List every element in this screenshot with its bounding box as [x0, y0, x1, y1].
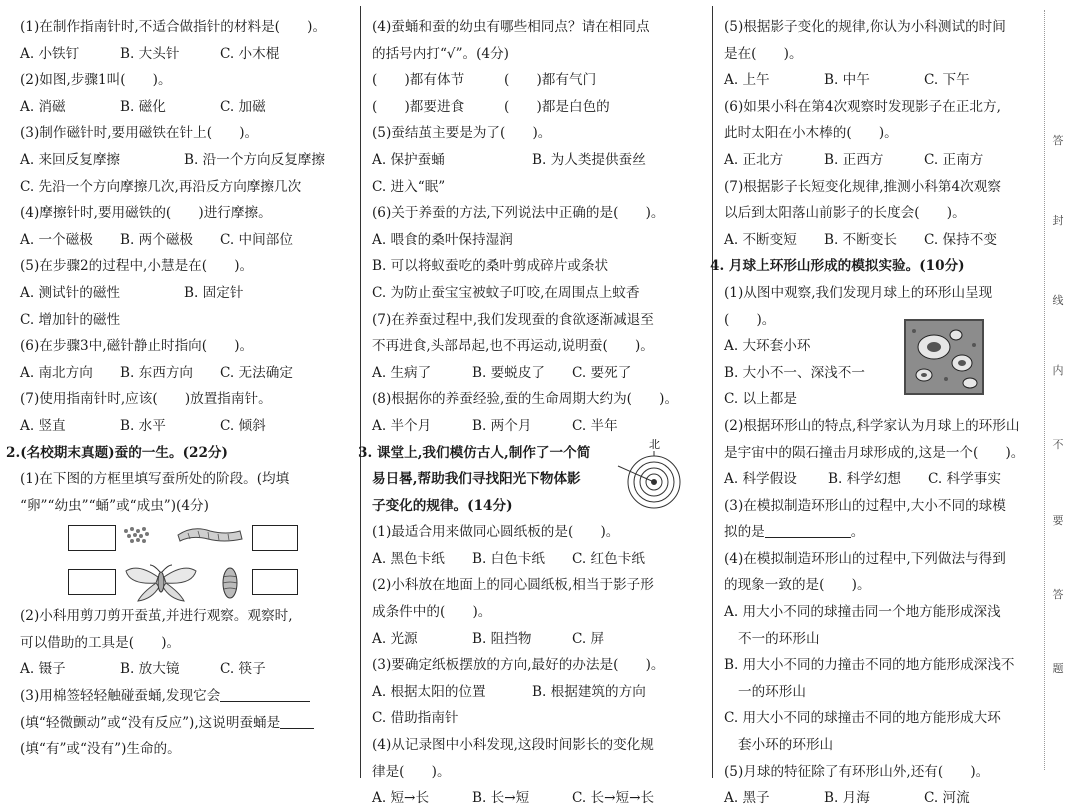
q3-4-options	[372, 785, 698, 812]
q4-1-line1: (1)从图中观察,我们发现月球上的环形山呈现	[724, 284, 993, 301]
margin-char: 答	[1052, 588, 1064, 601]
q3-1-options	[372, 546, 698, 573]
margin-char: 不	[1052, 438, 1064, 451]
q4-1-option-c: C. 以上都是	[724, 391, 797, 408]
option-c: C. 中间部位	[220, 231, 293, 248]
option-a: A. 黑子	[724, 790, 770, 807]
option-b: B. 长→短	[472, 790, 530, 807]
q2-6-option-b: B. 可以将蚁蚕吃的桑叶剪成碎片或条状	[372, 258, 609, 275]
option-a: A. 短→长	[372, 790, 430, 807]
option-a: A. 竖直	[20, 417, 66, 434]
silkworm-lifecycle-figure	[20, 519, 350, 603]
q2-6-option-a: A. 喂食的桑叶保持湿润	[372, 231, 513, 248]
option-a: A. 南北方向	[20, 364, 93, 381]
q3-7-line1: (7)根据影子长短变化规律,推测小科第4次观察	[724, 178, 1001, 195]
column-divider-1	[360, 6, 361, 778]
q2-6: (6)关于养蚕的方法,下列说法中正确的是( )。	[372, 205, 665, 222]
larva-drawing	[178, 529, 242, 541]
option-c: C. 屏	[572, 630, 605, 647]
north-label: 北	[649, 437, 660, 451]
q1-5-option-c: C. 增加针的磁性	[20, 311, 121, 328]
q3-3: (3)要确定纸板摆放的方向,最好的办法是( )。	[372, 657, 665, 674]
q4-4-option-b-cont: 一的环形山	[738, 683, 806, 700]
q4-2-line2: 是宇宙中的陨石撞击月球形成的,这是一个( )。	[724, 444, 1025, 461]
option-a: A. 光源	[372, 630, 418, 647]
option-b: B. 要蜕皮了	[472, 364, 546, 381]
q2-7-line2: 不再进食,头部昂起,也不再运动,说明蚕( )。	[372, 338, 654, 355]
q1-1: (1)在制作指南针时,不适合做指针的材料是( )。	[20, 19, 327, 35]
option-c: C. 半年	[572, 417, 618, 434]
option-b: B. 放大镜	[120, 661, 180, 678]
q3-2-line2: 成条件中的( )。	[372, 604, 492, 621]
option-a: A. 镊子	[20, 661, 66, 678]
q2-6-option-c: C. 为防止蚕宝宝被蚊子叮咬,在周围点上蚊香	[372, 284, 640, 301]
q3-3-option-c: C. 借助指南针	[372, 710, 459, 727]
option-b: B. 沿一个方向反复摩擦	[184, 151, 325, 168]
q2-4-line1: (4)蚕蛹和蚕的幼虫有哪些相同点？请在相同点	[372, 19, 650, 35]
q4-3-line2: 拟的是 。	[724, 519, 1040, 546]
q4-5-options	[724, 785, 1040, 812]
margin-char: 要	[1052, 514, 1064, 527]
column-2	[358, 14, 698, 812]
q4-1-block	[724, 307, 1040, 413]
option-c: C. 加磁	[220, 98, 266, 115]
option-b: B. 阻挡物	[472, 630, 532, 647]
q1-2: (2)如图,步骤1叫( )。	[20, 72, 172, 89]
option-c: C. 正南方	[924, 151, 984, 168]
q2-2-line2: 可以借助的工具是( )。	[20, 634, 181, 651]
q4-4-option-c-cont: 套小环的环形山	[738, 737, 834, 754]
column-1	[6, 14, 350, 763]
option-a: A. 测试针的磁性	[20, 284, 121, 301]
q4-4-option-c: C. 用大小不同的球撞击不同的地方能形成大环	[724, 710, 1001, 727]
q1-4: (4)摩擦针时,要用磁铁的( )进行摩擦。	[20, 205, 272, 222]
option-a: A. 生病了	[372, 364, 432, 381]
q4-1-option-a: A. 大环套小环	[724, 338, 811, 355]
lifecycle-drawings	[118, 519, 248, 603]
checkbox-eating[interactable]: ( )都要进食	[372, 98, 465, 115]
q4-4-option-a: A. 用大小不同的球撞击同一个地方能形成深浅	[724, 604, 1001, 621]
q1-5: (5)在步骤2的过程中,小慧是在( )。	[20, 258, 254, 275]
q3-title-line1: 3. 课堂上,我们模仿古人,制作了一个简	[358, 444, 591, 461]
option-c: C. 保持不变	[924, 231, 997, 248]
option-a: A. 上午	[724, 72, 770, 89]
answer-blank-2[interactable]	[280, 712, 314, 729]
q3-6-line1: (6)如果小科在第4次观察时发现影子在正北方,	[724, 98, 1001, 115]
q3-5-options	[724, 67, 1040, 94]
q2-5-option-c: C. 进入“眠”	[372, 178, 446, 195]
q1-5-options	[20, 280, 350, 307]
q2-5-options	[372, 147, 698, 174]
q2-3-line1: (3)用棉签轻轻触碰蚕蛹,发现它会	[20, 683, 350, 710]
q2-2-options	[20, 656, 350, 683]
option-c: C. 筷子	[220, 661, 266, 678]
option-b: B. 白色卡纸	[472, 550, 546, 567]
option-b: B. 科学幻想	[828, 471, 902, 488]
eggs-drawing	[124, 527, 149, 543]
option-a: A. 一个磁极	[20, 231, 93, 248]
q3-header	[358, 437, 698, 520]
q2-7-line1: (7)在养蚕过程中,我们发现蚕的食欲逐渐减退至	[372, 311, 654, 328]
option-a: A. 科学假设	[724, 471, 797, 488]
q2-3-line3: (填“有”或“没有”)生命的。	[20, 741, 181, 758]
q2-4-row2	[372, 94, 698, 121]
q4-2-line1: (2)根据环形山的特点,科学家认为月球上的环形山	[724, 417, 1020, 434]
pupa-drawing	[223, 568, 237, 598]
option-c: C. 长→短→长	[572, 790, 655, 807]
q1-2-options	[20, 94, 350, 121]
q1-3-option-c: C. 先沿一个方向摩擦几次,再沿反方向摩擦几次	[20, 178, 302, 195]
answer-box-1[interactable]	[68, 525, 116, 551]
shadow-line	[618, 466, 654, 482]
option-b: B. 中午	[824, 72, 870, 89]
option-b: B. 月海	[824, 790, 870, 807]
q4-4-option-b: B. 用大小不同的力撞击不同的地方能形成深浅不	[724, 657, 1015, 674]
sundial-figure	[616, 436, 696, 510]
q3-5-line2: 是在( )。	[724, 45, 803, 62]
q1-6-options	[20, 360, 350, 387]
option-c: C. 要死了	[572, 364, 632, 381]
option-b: B. 东西方向	[120, 364, 194, 381]
column-3	[710, 14, 1040, 812]
q3-7-options	[724, 227, 1040, 254]
q1-6: (6)在步骤3中,磁针静止时指向( )。	[20, 338, 254, 355]
option-c: C. 红色卡纸	[572, 550, 645, 567]
q2-1-line2: “卵”“幼虫”“蛹”或“成虫”)(4分)	[20, 497, 209, 514]
q4-1-option-b: B. 大小不一、深浅不一	[724, 364, 865, 381]
option-b: B. 不断变长	[824, 231, 898, 248]
q3-title-line3: 子变化的规律。(14分)	[372, 497, 513, 514]
q4-4-line1: (4)在模拟制造环形山的过程中,下列做法与得到	[724, 550, 1006, 567]
q1-3-options	[20, 147, 350, 174]
option-b: B. 固定针	[184, 284, 244, 301]
option-a: A. 来回反复摩擦	[20, 151, 121, 168]
q2-3-line2: (填“轻微颤动”或“没有反应”),这说明蚕蛹是	[20, 710, 350, 737]
answer-blank-1[interactable]	[220, 685, 310, 702]
option-c: C. 下午	[924, 72, 970, 89]
option-b: B. 大头针	[120, 45, 180, 62]
option-c: C. 小木棍	[220, 45, 280, 62]
q4-1-line2: ( )。	[724, 311, 776, 328]
option-b: B. 两个月	[472, 417, 532, 434]
q3-7-line2: 以后到太阳落山前影子的长度会( )。	[724, 205, 966, 222]
q1-7: (7)使用指南针时,应该( )放置指南针。	[20, 391, 272, 408]
q1-3: (3)制作磁针时,要用磁铁在针上( )。	[20, 125, 259, 142]
q1-7-options	[20, 413, 350, 440]
answer-box-4[interactable]	[252, 569, 298, 595]
q3-4-line2: 律是( )。	[372, 763, 451, 780]
option-c: C. 科学事实	[928, 471, 1001, 488]
q3-1: (1)最适合用来做同心圆纸板的是( )。	[372, 524, 620, 541]
q4-2-options	[724, 466, 1040, 493]
option-c: C. 无法确定	[220, 364, 293, 381]
option-b: B. 根据建筑的方向	[532, 683, 646, 700]
q4-4-line2: 的现象一致的是( )。	[724, 577, 871, 594]
margin-char: 内	[1052, 364, 1064, 377]
q3-4-line1: (4)从记录图中小科发现,这段时间影长的变化规	[372, 737, 654, 754]
option-b: B. 两个磁极	[120, 231, 194, 248]
q3-6-options	[724, 147, 1040, 174]
q2-4-row1	[372, 67, 698, 94]
option-a: A. 小铁钉	[20, 45, 80, 62]
q4-4-option-a-cont: 不一的环形山	[738, 630, 820, 647]
q2-4-line2: 的括号内打“√”。(4分)	[372, 45, 509, 62]
checkbox-spiracles[interactable]: ( )都有气门	[504, 72, 597, 89]
checkbox-segments[interactable]: ( )都有体节	[372, 72, 465, 89]
margin-char: 题	[1052, 662, 1064, 675]
option-a: A. 半个月	[372, 417, 432, 434]
option-a: A. 保护蚕蛹	[372, 151, 445, 168]
q1-1-options	[20, 41, 350, 68]
q3-6-line2: 此时太阳在小木棒的( )。	[724, 125, 898, 142]
margin-char: 封	[1052, 214, 1064, 227]
moon-crater-photo	[904, 319, 984, 395]
option-b: B. 为人类提供蚕丝	[532, 151, 646, 168]
q3-title-line2: 易日晷,帮助我们寻找阳光下物体影	[372, 471, 581, 488]
q4-title: 4. 月球上环形山形成的模拟实验。(10分)	[710, 258, 965, 275]
q2-1-line1: (1)在下图的方框里填写蚕所处的阶段。(均填	[20, 471, 290, 488]
option-c: C. 河流	[924, 790, 970, 807]
answer-box-3[interactable]	[68, 569, 116, 595]
q2-2-line1: (2)小科用剪刀剪开蚕茧,并进行观察。观察时,	[20, 608, 293, 625]
option-c: C. 倾斜	[220, 417, 266, 434]
q1-4-options	[20, 227, 350, 254]
margin-char: 线	[1052, 294, 1064, 307]
q3-2-options	[372, 626, 698, 653]
moth-drawing	[126, 565, 196, 601]
option-a: A. 黑色卡纸	[372, 550, 445, 567]
checkbox-white[interactable]: ( )都是白色的	[504, 98, 610, 115]
q2-7-options	[372, 360, 698, 387]
q3-2-line1: (2)小科放在地面上的同心圆纸板,相当于影子形	[372, 577, 654, 594]
option-a: A. 消磁	[20, 98, 66, 115]
answer-box-2[interactable]	[252, 525, 298, 551]
column-divider-2	[712, 6, 713, 778]
binding-cut-line	[1044, 10, 1045, 770]
q4-5: (5)月球的特征除了有环形山外,还有( )。	[724, 763, 990, 780]
option-b: B. 磁化	[120, 98, 166, 115]
option-a: A. 根据太阳的位置	[372, 683, 486, 700]
q2-5: (5)蚕结茧主要是为了( )。	[372, 125, 552, 142]
margin-char: 答	[1052, 134, 1064, 147]
option-b: B. 正西方	[824, 151, 884, 168]
option-a: A. 正北方	[724, 151, 784, 168]
option-b: B. 水平	[120, 417, 166, 434]
q2-8: (8)根据你的养蚕经验,蚕的生命周期大约为( )。	[372, 391, 679, 408]
option-a: A. 不断变短	[724, 231, 797, 248]
q3-3-options	[372, 679, 698, 706]
q2-title: 2.(名校期末真题)蚕的一生。(22分)	[6, 444, 228, 461]
q3-5-line1: (5)根据影子变化的规律,你认为小科测试的时间	[724, 19, 1006, 35]
answer-blank-3[interactable]	[765, 521, 851, 538]
q4-3-line1: (3)在模拟制造环形山的过程中,大小不同的球模	[724, 497, 1006, 514]
